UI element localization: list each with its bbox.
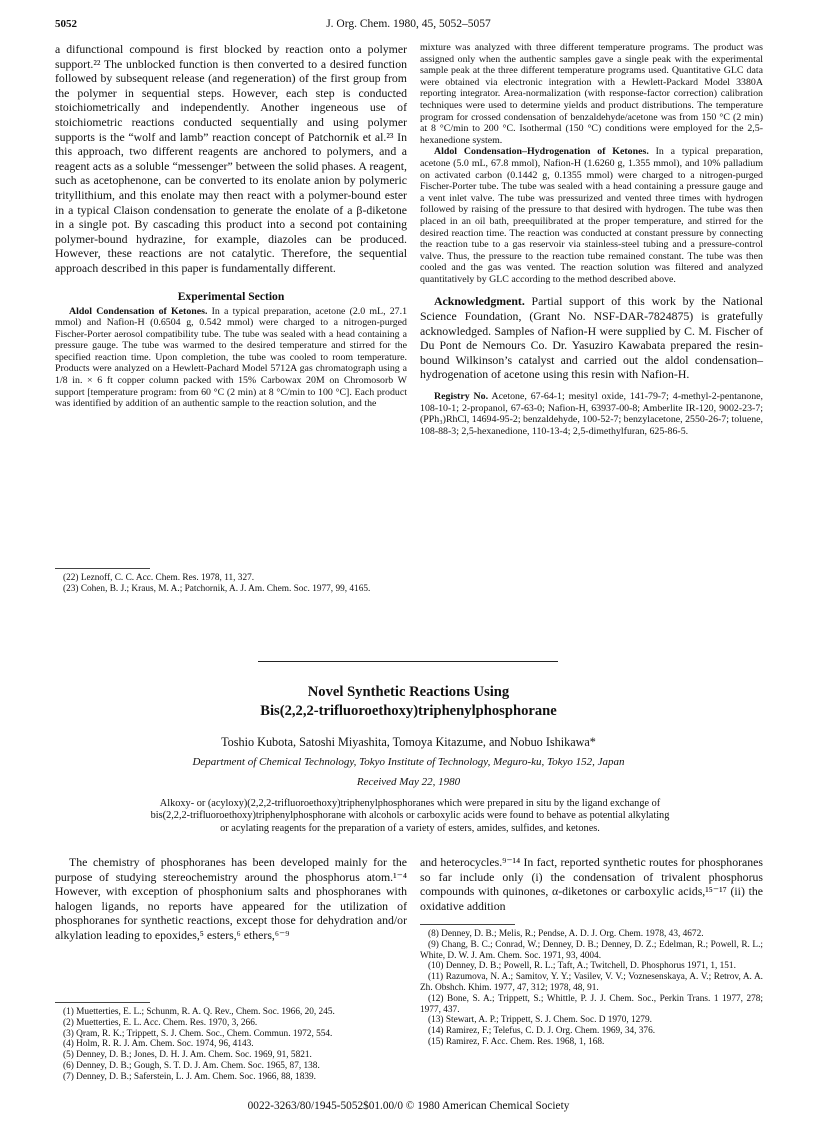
footnote-22: (22) Leznoff, C. C. Acc. Chem. Res. 1978, 11, 327. — [63, 573, 255, 583]
hydrogenation-heading: Aldol Condensation–Hydrogenation of Ketones. — [434, 146, 649, 158]
authors: Toshio Kubota, Satoshi Miyashita, Tomoya Kitazume, and Nobuo Ishikawa* — [221, 735, 596, 749]
footnote-rule — [420, 924, 515, 925]
bottom-left-footnotes — [55, 1002, 407, 1083]
top-left-footnotes — [55, 568, 407, 595]
article-title — [0, 683, 817, 721]
footnote: (3) Qram, R. K.; Trippett, S. J. Chem. Soc., Chem. Commun. 1972, 554. — [63, 1028, 333, 1039]
aldol-paragraph — [55, 306, 407, 410]
acknowledgment-heading: Acknowledgment. — [434, 294, 525, 309]
bottom-right-column — [420, 855, 763, 913]
footnote-23: (23) Cohen, B. J.; Kraus, M. A.; Patchornik, A. J. Am. Chem. Soc. 1977, 99, 4165. — [63, 583, 371, 594]
registry-heading: Registry No. — [434, 391, 489, 403]
received-date: Received May 22, 1980 — [356, 776, 461, 788]
footnote: (10) Denney, D. B.; Powell, R. L.; Taft, A.; Twitchell, D. Phosphorus 1971, 1, 151. — [428, 961, 736, 972]
article-divider — [258, 661, 558, 662]
footnote: (11) Razumova, N. A.; Samitov, Y. Y.; Vasilev, V. V.; Voznesenskaya, A. V.; Retrov, A. A. Zh. Obshch. Khim. 1977, 47, 312; 1978, 48, 91. — [420, 972, 763, 993]
phosphorane-routes: and heterocycles.⁹⁻¹⁴ In fact, reported synthetic routes for phosphoranes so far include only (i) the condensation of trivalent phosphorus compounds with quinones, α-diketones or carboxylic acids,¹⁵⁻¹⁷ (ii) the oxidative addition — [420, 855, 763, 913]
experimental-heading: Experimental Section — [177, 289, 285, 303]
footnote: (14) Ramirez, F.; Telefus, C. D. J. Org. Chem. 1969, 34, 376. — [428, 1026, 656, 1037]
footnote: (15) Ramirez, F. Acc. Chem. Res. 1968, 1, 168. — [428, 1036, 605, 1047]
aldol-text: In a typical preparation, acetone (2.0 mL, 27.1 mmol) and Nafion-H (0.6504 g, 0.542 mmol) were charged to a nitrogen-purged Fischer-Porter aerosol compatibility tube. The tube was sealed with a head containing a pressure gauge. The tube was warmed to the desired temperature and stirred for the specified reaction time. Upon completion, the tube was cooled to room temperature. Products were analyzed on a Hewlett-Pachard Model 5712A gas chromatograph using a 1/8 in. × 6 ft copper column packed with 15% Carbowax 20M on Chromosorb W support [temperature program: from 60 °C (2 min) at 8 °C/min to 100 °C]. Each product was identified by addition of an authentic sample to the reaction solution, and the — [55, 305, 408, 410]
page-number: 5052 — [55, 18, 77, 30]
footnote-rule — [55, 1002, 150, 1003]
footnote: (12) Bone, S. A.; Trippett, S.; Whittle, P. J. J. Chem. Soc., Perkin Trans. 1 1977, 278; 1977, 437. — [420, 993, 763, 1015]
footnote: (4) Holm, R. R. J. Am. Chem. Soc. 1974, 96, 4143. — [63, 1039, 254, 1050]
footnote: (13) Stewart, A. P.; Trippett, S. J. Chem. Soc. D 1970, 1279. — [428, 1015, 652, 1026]
footnote: (6) Denney, D. B.; Gough, S. T. D. J. Am. Chem. Soc. 1965, 87, 138. — [63, 1060, 320, 1071]
bottom-left-column — [55, 855, 407, 943]
footnote: (8) Denney, D. B.; Melis, R.; Pendse, A. D. J. Org. Chem. 1978, 43, 4672. — [428, 929, 704, 939]
acknowledgment-text: Partial support of this work by the National Science Foundation, (Grant No. NSF-DAR-7824875) is gratefully acknowledged. Samples of Nafion-H were supplied by C. M. Fischer of Du Pont de Nemours Co. Dr. Yasuziro Kawabata prepared the resin-bound Wilkinson’s catalyst and carried out the aldol condensation–hydrogenation of acetone using this resin with Nafion-H. — [420, 294, 763, 382]
hydrogenation-paragraph — [420, 146, 763, 285]
registry-text: Acetone, 67-64-1; mesityl oxide, 141-79-7; 4-methyl-2-pentanone, 108-10-1; 2-propanol, 67-63-0; Nafion-H, 63937-00-8; Amberlite IR-120, 9002-23-7; (PPh₃)RhCl, 14694-95-2; benzaldehyde, 100-52-7; benzylacetone, 2550-26-7; toluene, 108-88-3; 2,5-hexanedione, 110-13-4; 2,5-dimethylfuran, 625-86-5. — [420, 391, 763, 437]
bottom-right-footnotes — [420, 924, 763, 1048]
top-left-column — [55, 42, 407, 410]
running-header: J. Org. Chem. 1980, 45, 5052–5057 — [326, 18, 491, 30]
registry-paragraph — [420, 391, 763, 437]
footnote: (2) Muetterties, E. L. Acc. Chem. Res. 1970, 3, 266. — [63, 1017, 258, 1028]
abstract: Alkoxy- or (acyloxy)(2,2,2-trifluoroethoxy)triphenylphosphoranes which were prepared in situ by the ligand exchange of bis(2,2,2-trifluoroethoxy)triphenylphosphorane with alcohols or carboxylic acids were found to behave as potential alkylating or acylating reagents for the preparation of a variety of esters, amides, sulfides, and ketones. — [150, 798, 670, 834]
footnote-rule — [55, 568, 150, 569]
phosphorane-intro: The chemistry of phosphoranes has been developed mainly for the purpose of studying stereochemistry around the phosphorus atom.¹⁻⁴ However, with exception of phosphonium salts and phosphoranes with halogen ligands, no reports have appeared for the utilization of phosphoranes for synthetic reactions, except those for dehydration and/or alkylation leading to epoxides,⁵ esters,⁶ ethers,⁶⁻⁹ — [55, 855, 407, 942]
footnote: (1) Muetterties, E. L.; Schunm, R. A. Q. Rev., Chem. Soc. 1966, 20, 245. — [63, 1007, 335, 1017]
hydrogenation-text: In a typical preparation, acetone (5.0 mL, 67.8 mmol), Nafion-H (1.6260 g, 1.355 mmol), and 10% palladium on activated carbon (0.1442 g, 0.1355 mmol) were charged to a nitrogen-purged Fischer-Porter tube. The tube was sealed with a head containing a pressure gauge and a vent inlet valve. The tube was pressurized and vented three times with hydrogen followed by raising of the pressure to that desired with hydrogen. The tube was then placed in an oil bath, preequilibrated at the proper temperature, and stirred for the desired reaction time. The reaction was conducted at constant pressure by connecting the reaction tube to a gas reservoir via stainless-steel tubing and a pressure-control valve. Thus, the pressure to the reaction tube remained constant. The tube was then cooled and the gas was vented. The reaction solution was filtered and analyzed quantitatively by GLC according to the method described above. — [420, 146, 764, 285]
copyright-line: 0022-3263/80/1945-5052$01.00/0 © 1980 American Chemical Society — [247, 1100, 570, 1112]
acknowledgment-paragraph — [420, 294, 763, 382]
footnote: (5) Denney, D. B.; Jones, D. H. J. Am. Chem. Soc. 1969, 91, 5821. — [63, 1050, 312, 1061]
aldol-heading: Aldol Condensation of Ketones. — [69, 305, 208, 317]
footnote: (7) Denney, D. B.; Saferstein, L. J. Am. Chem. Soc. 1966, 88, 1839. — [63, 1071, 316, 1082]
title-line-1: Novel Synthetic Reactions Using — [307, 684, 510, 700]
affiliation: Department of Chemical Technology, Tokyo Institute of Technology, Meguro-ku, Tokyo 152, Japan — [192, 756, 625, 768]
glc-paragraph: mixture was analyzed with three different temperature programs. The product was assigned only when the authentic samples gave a single peak with the experimental sample peak at the three different temperature programs used. Quantitative GLC data were obtained via electronic integration with a Hewlett-Packard Model 3380A reporting integrator. Area-normalization (with response-factor correction) calibration techniques were used to determine yields and product distributions. The temperature program for crossed condensation of benzaldehyde/acetone was from 150 °C (2 min) at 8 °C/min to 200 °C. Isothermal (150 °C) conditions were employed for the 2,5-hexanedione system. — [420, 42, 763, 146]
title-line-2: Bis(2,2,2-trifluoroethoxy)triphenylphosphorane — [260, 703, 557, 719]
top-right-column — [420, 42, 763, 437]
footnote: (9) Chang, B. C.; Conrad, W.; Denney, D. B.; Denney, D. Z.; Edelman, R.; Powell, R. L.; White, D. W. J. Am. Chem. Soc. 1971, 93, 4004. — [420, 939, 763, 961]
intro-paragraph: a difunctional compound is first blocked by reaction onto a polymer support.²² The unblocked function is then converted to a desired function followed by subsequent release (and regeneration) of the first group from the polymer in sequential steps. However, each step is conducted stoichiometrically and independently. Another ingeneous use of stoichiometric reactions conducted sequentially and using polymer supports is the “wolf and lamb” reaction concept of Patchornik et al.²³ In this approach, two different reagents are anchored to polymers, and a reagent acts as a soluble “messenger” between the solid phases. A reagent, such as acetophenone, can be converted to its enolate anion by polymeric trityllithium, and this enolate may then react with a polymer-bound ester in a typical Claison condensation to generate the enolate of a β-diketone in a single pot. By cascading this product into a second pot containing polymer-bound hydrazine, for example, diazoles can be produced. However, these reactions are not catalytic. Therefore, the sequential approach described in this paper is fundamentally different. — [55, 42, 407, 275]
